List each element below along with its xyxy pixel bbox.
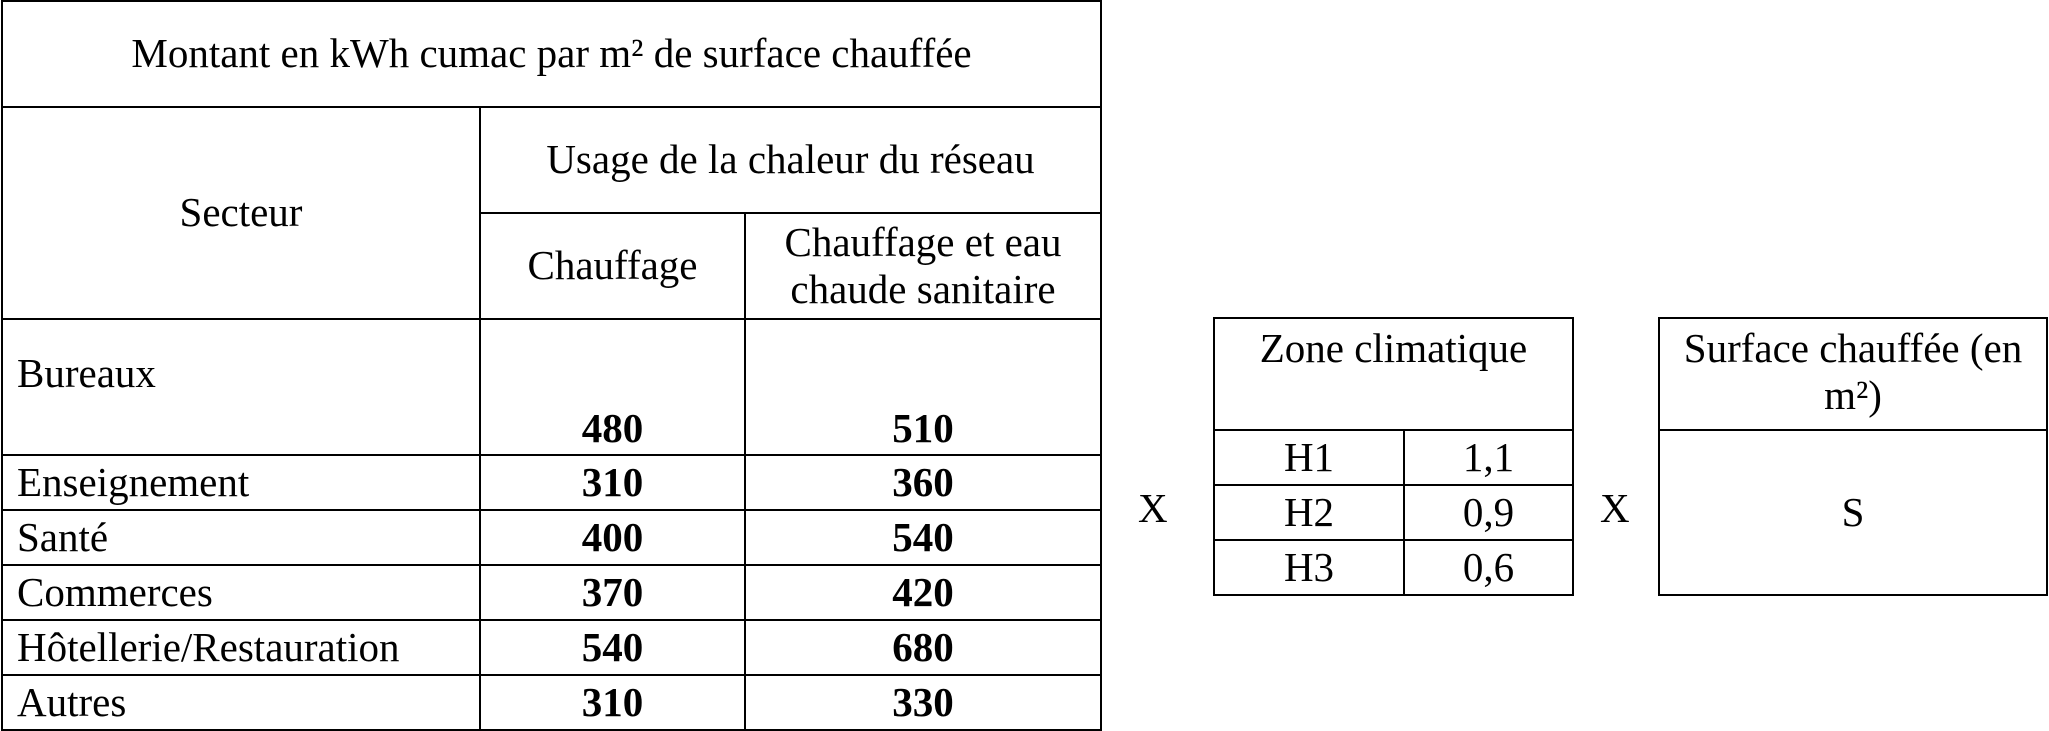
sector-name: Santé [2,510,480,565]
table-row [2,620,1101,675]
sector-name: Bureaux [2,319,480,455]
multiply-sign: X [1600,485,1630,531]
heated-surface-value: S [1659,430,2047,595]
climate-zone-table [1213,317,1574,596]
heating-dhw-value: 360 [745,455,1101,510]
table-row [2,319,1101,455]
heating-dhw-value: 680 [745,620,1101,675]
table-row [2,675,1101,730]
sector-header: Secteur [2,107,480,319]
heating-value: 310 [480,675,745,730]
table-row [2,455,1101,510]
sector-name: Commerces [2,565,480,620]
zone-factor: 1,1 [1404,430,1573,485]
usage-header: Usage de la chaleur du réseau [480,107,1101,213]
table-title: Montant en kWh cumac par m² de surface chauffée [2,1,1101,107]
heated-surface-header: Surface chauffée (en m²) [1659,318,2047,430]
heating-dhw-value: 540 [745,510,1101,565]
table-row [2,510,1101,565]
zone-name: H2 [1214,485,1404,540]
zone-name: H3 [1214,540,1404,595]
sector-amount-table [1,0,1102,731]
zone-name: H1 [1214,430,1404,485]
sector-name: Hôtellerie/Restauration [2,620,480,675]
heating-value: 400 [480,510,745,565]
heating-column-header: Chauffage [480,213,745,319]
sector-name: Autres [2,675,480,730]
zone-factor: 0,6 [1404,540,1573,595]
table-row [1214,540,1573,595]
heating-value: 480 [480,319,745,455]
sector-name: Enseignement [2,455,480,510]
heating-dhw-value: 330 [745,675,1101,730]
heating-dhw-column-header: Chauffage et eau chaude sanitaire [745,213,1101,319]
heating-dhw-value: 510 [745,319,1101,455]
zone-factor: 0,9 [1404,485,1573,540]
multiply-sign: X [1138,485,1168,531]
heating-value: 310 [480,455,745,510]
climate-zone-header: Zone climatique [1214,318,1573,430]
heating-value: 540 [480,620,745,675]
heating-dhw-value: 420 [745,565,1101,620]
heating-value: 370 [480,565,745,620]
table-row [1214,430,1573,485]
table-row [1214,485,1573,540]
table-row [2,565,1101,620]
heated-surface-table [1658,317,2048,596]
